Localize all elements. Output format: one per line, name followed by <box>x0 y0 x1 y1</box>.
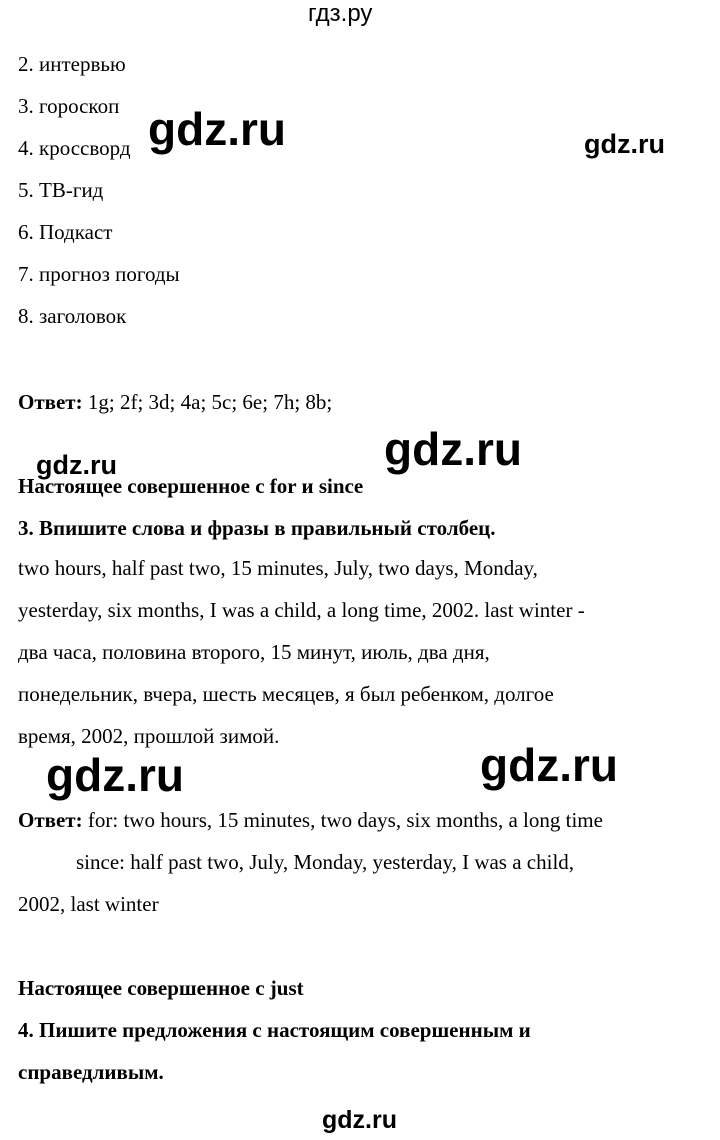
task-title: справедливым. <box>18 1060 164 1084</box>
watermark: gdz.ru <box>384 423 522 475</box>
task-title: 4. Пишите предложения с настоящим совершенным и <box>18 1018 531 1042</box>
answer-text: for: two hours, 15 minutes, two days, six months, a long time <box>82 808 603 832</box>
task-text: yesterday, six months, I was a child, a long time, 2002. last winter - <box>18 598 585 622</box>
watermark: gdz.ru <box>36 450 117 480</box>
answer-line <box>18 808 603 833</box>
list-item: 6. Подкаст <box>18 220 113 244</box>
answer-label: Ответ: <box>18 808 83 832</box>
site-header: гдз.ру <box>308 0 373 27</box>
task-title: 3. Впишите слова и фразы в правильный столбец. <box>18 516 496 540</box>
answer-text: 2002, last winter <box>18 892 159 916</box>
task-text: два часа, половина второго, 15 минут, июль, два дня, <box>18 640 490 664</box>
list-item: 2. интервью <box>18 52 126 76</box>
watermark: gdz.ru <box>46 749 184 801</box>
answer-text: 1g; 2f; 3d; 4a; 5c; 6e; 7h; 8b; <box>82 390 333 414</box>
section-heading: Настоящее совершенное с just <box>18 976 304 1000</box>
watermark: gdz.ru <box>480 739 618 791</box>
watermark: gdz.ru <box>148 103 286 155</box>
list-item: 5. ТВ-гид <box>18 178 104 202</box>
task-text: понедельник, вчера, шесть месяцев, я был ребенком, долгое <box>18 682 554 706</box>
task-text: время, 2002, прошлой зимой. <box>18 724 280 748</box>
answer-text: since: half past two, July, Monday, yesterday, I was a child, <box>76 850 575 874</box>
list-item: 3. гороскоп <box>18 94 120 118</box>
site-footer: gdz.ru <box>322 1106 397 1134</box>
section-heading: Настоящее совершенное с for и since <box>18 474 364 498</box>
list-item: 7. прогноз погоды <box>18 262 180 286</box>
task-text: two hours, half past two, 15 minutes, July, two days, Monday, <box>18 556 538 580</box>
watermark: gdz.ru <box>584 129 665 159</box>
list-item: 4. кроссворд <box>18 136 131 160</box>
list-item: 8. заголовок <box>18 304 127 328</box>
answer-line <box>18 390 332 415</box>
answer-label: Ответ: <box>18 390 83 414</box>
